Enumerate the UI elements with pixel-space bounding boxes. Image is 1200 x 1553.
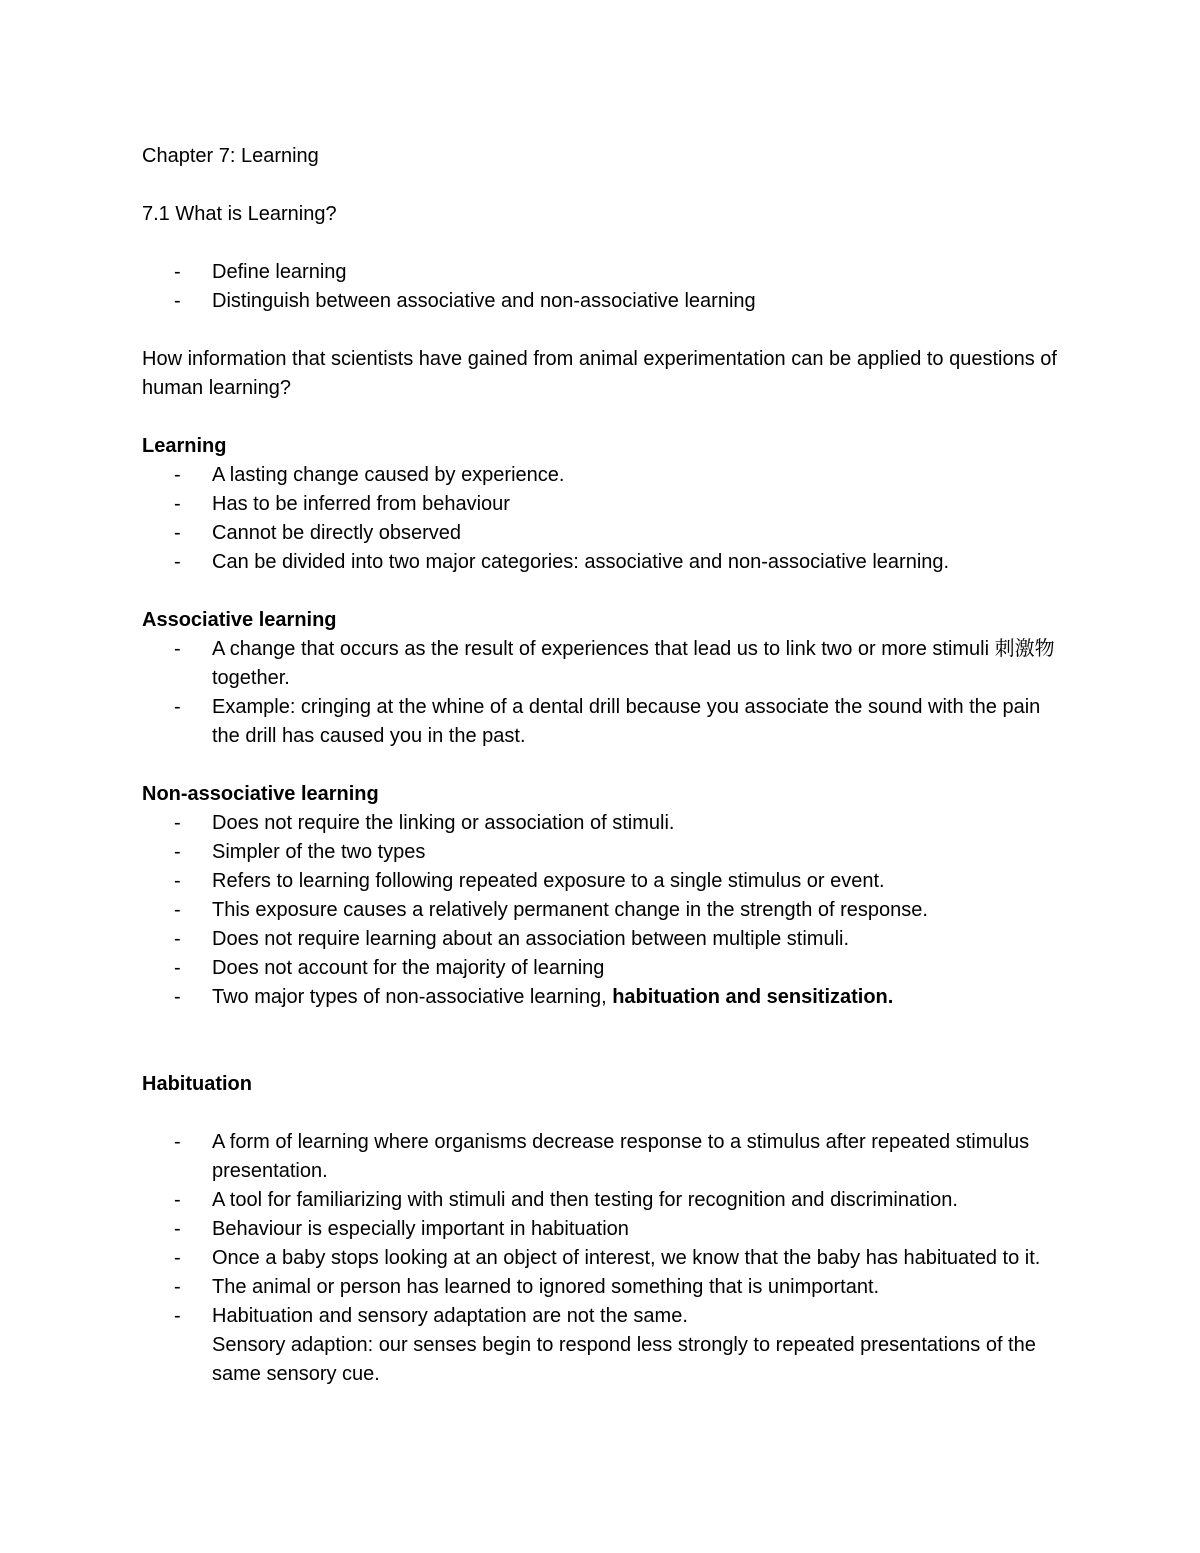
dash-bullet: - bbox=[174, 812, 181, 834]
spacer bbox=[142, 1099, 1072, 1128]
list-item-text: Behaviour is especially important in habituation bbox=[212, 1218, 629, 1240]
list-item bbox=[142, 693, 1072, 751]
list-item-text: Example: cringing at the whine of a dental drill because you associate the sound with the pain the drill has caused you in the past. bbox=[212, 696, 1041, 747]
dash-bullet: - bbox=[174, 522, 181, 544]
list-item bbox=[142, 1186, 1072, 1215]
non-associative-list bbox=[142, 809, 1072, 1012]
dash-bullet: - bbox=[174, 928, 181, 950]
list-item bbox=[142, 519, 1072, 548]
list-item-text: Two major types of non-associative learning, bbox=[212, 986, 613, 1008]
spacer bbox=[142, 751, 1072, 780]
list-item-text: A lasting change caused by experience. bbox=[212, 464, 565, 486]
dash-bullet: - bbox=[174, 464, 181, 486]
dash-bullet: - bbox=[174, 1189, 181, 1211]
list-item-text: Refers to learning following repeated exposure to a single stimulus or event. bbox=[212, 870, 885, 892]
non-associative-heading: Non-associative learning bbox=[142, 783, 379, 805]
list-item bbox=[142, 896, 1072, 925]
spacer bbox=[142, 577, 1072, 606]
dash-bullet: - bbox=[174, 841, 181, 863]
dash-bullet: - bbox=[174, 1305, 181, 1327]
list-item bbox=[142, 548, 1072, 577]
list-item bbox=[142, 461, 1072, 490]
spacer bbox=[142, 171, 1072, 200]
list-item-text: Does not require learning about an association between multiple stimuli. bbox=[212, 928, 850, 950]
dash-bullet: - bbox=[174, 1276, 181, 1298]
list-item-text: The animal or person has learned to ignored something that is unimportant. bbox=[212, 1276, 880, 1298]
list-item-text: A tool for familiarizing with stimuli and then testing for recognition and discrimination. bbox=[212, 1189, 958, 1211]
list-item-text: Cannot be directly observed bbox=[212, 522, 462, 544]
list-item-text: Define learning bbox=[212, 261, 347, 283]
list-item bbox=[142, 1215, 1072, 1244]
list-item-text: Once a baby stops looking at an object of interest, we know that the baby has habituated to it. bbox=[212, 1247, 1041, 1269]
list-item bbox=[142, 1244, 1072, 1273]
list-item bbox=[142, 867, 1072, 896]
dash-bullet: - bbox=[174, 957, 181, 979]
spacer bbox=[142, 229, 1072, 258]
list-item bbox=[142, 1273, 1072, 1302]
dash-bullet: - bbox=[174, 290, 181, 312]
document-content bbox=[142, 142, 1072, 1389]
dash-bullet: - bbox=[174, 899, 181, 921]
sensory-adaption-note: Sensory adaption: our senses begin to respond less strongly to repeated presentations of the same sensory cue. bbox=[212, 1334, 1036, 1385]
dash-bullet: - bbox=[174, 870, 181, 892]
list-item bbox=[142, 635, 1072, 693]
list-item-text: Does not require the linking or association of stimuli. bbox=[212, 812, 675, 834]
habituation-heading: Habituation bbox=[142, 1073, 252, 1095]
section-title: 7.1 What is Learning? bbox=[142, 203, 337, 225]
list-item bbox=[142, 954, 1072, 983]
dash-bullet: - bbox=[174, 551, 181, 573]
chapter-title: Chapter 7: Learning bbox=[142, 145, 319, 167]
emphasized-text: habituation and sensitization. bbox=[612, 986, 894, 1008]
list-item bbox=[142, 1302, 1072, 1389]
dash-bullet: - bbox=[174, 696, 181, 718]
list-item-text: Habituation and sensory adaptation are not the same. bbox=[212, 1305, 688, 1327]
list-item bbox=[142, 490, 1072, 519]
list-item bbox=[142, 1128, 1072, 1186]
list-item bbox=[142, 258, 1072, 287]
list-item bbox=[142, 838, 1072, 867]
intro-question: How information that scientists have gained from animal experimentation can be applied to questions of human learning? bbox=[142, 348, 1057, 399]
dash-bullet: - bbox=[174, 986, 181, 1008]
list-item-text: Simpler of the two types bbox=[212, 841, 426, 863]
list-item-text: Can be divided into two major categories: associative and non-associative learning. bbox=[212, 551, 950, 573]
associative-heading: Associative learning bbox=[142, 609, 337, 631]
list-item bbox=[142, 287, 1072, 316]
spacer bbox=[142, 403, 1072, 432]
learning-list bbox=[142, 461, 1072, 577]
list-item-text: Does not account for the majority of learning bbox=[212, 957, 605, 979]
list-item bbox=[142, 925, 1072, 954]
list-item bbox=[142, 809, 1072, 838]
objectives-list bbox=[142, 258, 1072, 316]
dash-bullet: - bbox=[174, 638, 181, 660]
spacer bbox=[142, 316, 1072, 345]
list-item bbox=[142, 983, 1072, 1012]
dash-bullet: - bbox=[174, 1131, 181, 1153]
dash-bullet: - bbox=[174, 493, 181, 515]
associative-list bbox=[142, 635, 1072, 751]
habituation-list bbox=[142, 1128, 1072, 1389]
list-item-text: Distinguish between associative and non-associative learning bbox=[212, 290, 756, 312]
learning-heading: Learning bbox=[142, 435, 227, 457]
spacer bbox=[142, 1012, 1072, 1070]
dash-bullet: - bbox=[174, 1218, 181, 1240]
list-item-text: Has to be inferred from behaviour bbox=[212, 493, 510, 515]
dash-bullet: - bbox=[174, 1247, 181, 1269]
list-item-text: This exposure causes a relatively permanent change in the strength of response. bbox=[212, 899, 928, 921]
list-item-text: A change that occurs as the result of experiences that lead us to link two or more stimuli 刺激物 together. bbox=[212, 638, 1055, 689]
dash-bullet: - bbox=[174, 261, 181, 283]
list-item-text: A form of learning where organisms decrease response to a stimulus after repeated stimulus presentation. bbox=[212, 1131, 1030, 1182]
